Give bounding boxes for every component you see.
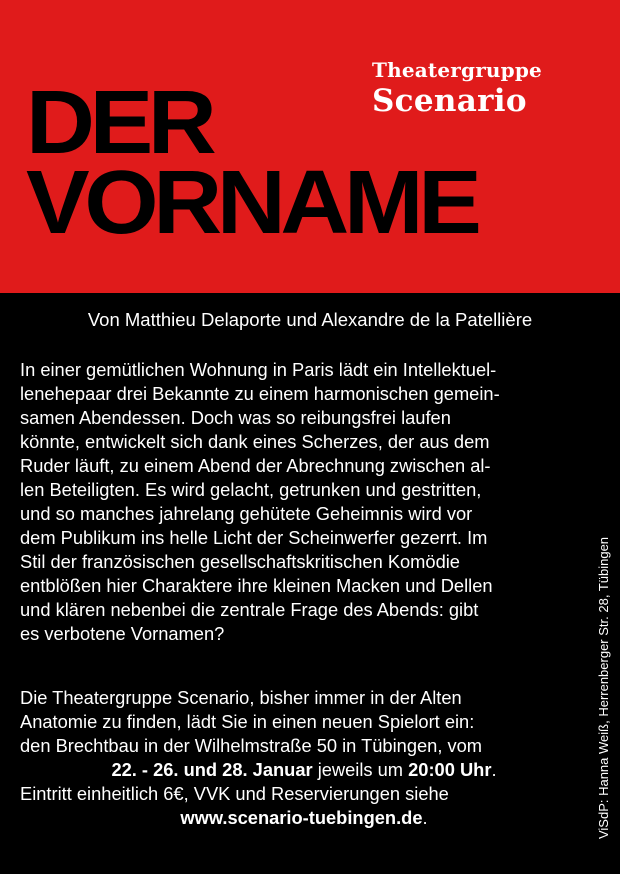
brand-line-scenario: Scenario — [372, 83, 527, 119]
synopsis-line: dem Publikum ins helle Licht der Scheinwerfer gezerrt. Im — [20, 527, 488, 548]
synopsis-line: lenehepaar drei Bekannte zu einem harmonischen gemein- — [20, 383, 500, 404]
title-line-der: DER — [26, 73, 212, 173]
synopsis-line: und so manches jahrelang gehütete Geheimnis wird vor — [20, 503, 473, 524]
synopsis-line: len Beteiligten. Es wird gelacht, getrunken und gestritten, — [20, 479, 482, 500]
synopsis-line: könnte, entwickelt sich dank eines Scherzes, der aus dem — [20, 431, 490, 452]
brand-line-theatergruppe: Theatergruppe — [372, 58, 542, 82]
website-link[interactable]: www.scenario-tuebingen.de — [180, 807, 423, 828]
synopsis-line: es verbotene Vornamen? — [20, 623, 225, 644]
visdp-imprint: ViSdP: Hanna Weiß, Herrenberger Str. 28, Tübingen — [596, 536, 611, 840]
info-line: Anatomie zu finden, lädt Sie in einen neuen Spielort ein: — [20, 711, 475, 732]
synopsis-line: und klären nebenbei die zentrale Frage des Abends: gibt — [20, 599, 479, 620]
synopsis-line: Stil der französischen gesellschaftskritischen Komödie — [20, 551, 460, 572]
title-line-vorname: VORNAME — [26, 153, 477, 253]
event-info-paragraph — [20, 686, 588, 830]
info-url-line — [20, 806, 588, 830]
info-line: Eintritt einheitlich 6€, VVK und Reservierungen siehe — [20, 783, 449, 804]
synopsis-line: In einer gemütlichen Wohnung in Paris lädt ein Intellektuel- — [20, 359, 497, 380]
info-url-end: . — [422, 807, 428, 828]
event-dates: 22. - 26. und 28. Januar — [111, 759, 313, 780]
event-time: 20:00 Uhr — [408, 759, 492, 780]
info-line: den Brechtbau in der Wilhelmstraße 50 in Tübingen, vom — [20, 735, 483, 756]
info-dates-line — [20, 758, 588, 782]
synopsis-line: Ruder läuft, zu einem Abend der Abrechnung zwischen al- — [20, 455, 491, 476]
synopsis-paragraph — [20, 358, 588, 646]
synopsis-line: entblößen hier Charaktere ihre kleinen Macken und Dellen — [20, 575, 493, 596]
info-line: Die Theatergruppe Scenario, bisher immer in der Alten — [20, 687, 462, 708]
authors-line: Von Matthieu Delaporte und Alexandre de la Patellière — [87, 309, 533, 330]
red-header-panel — [0, 0, 620, 293]
info-time-end: . — [491, 759, 497, 780]
info-dates-mid: jeweils um — [312, 759, 409, 780]
synopsis-line: samen Abendessen. Doch was so reibungsfrei laufen — [20, 407, 451, 428]
play-title — [26, 73, 477, 253]
